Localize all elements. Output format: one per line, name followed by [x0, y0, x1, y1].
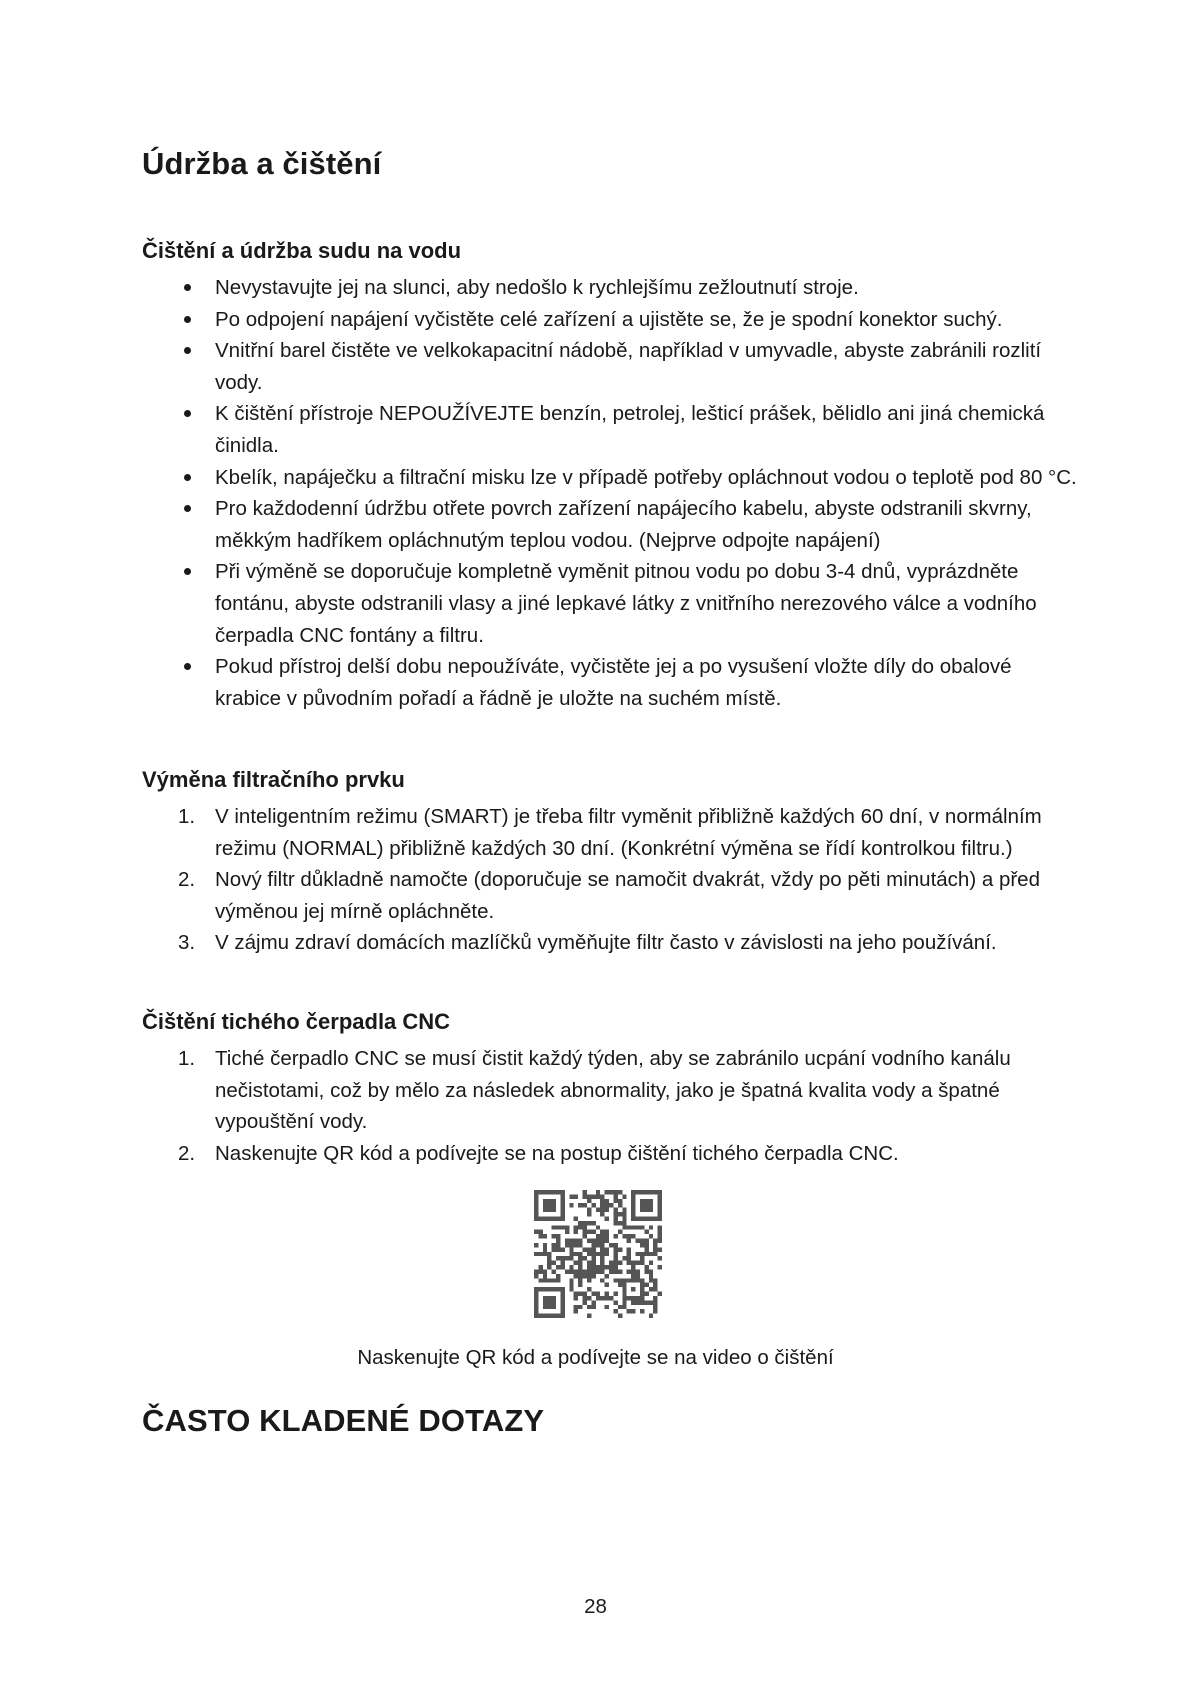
list-item: Při výměně se doporučuje kompletně vyměnit pitnou vodu po dobu 3-4 dnů, vyprázdněte fontánu, abyste odstranili vlasy a jiné lepkavé látky z vnitřního nerezového válce a vodního čerpadla CNC fontány a filtru.	[142, 556, 1082, 651]
section-pump-cleaning	[142, 1007, 1082, 1169]
bullet-list	[142, 272, 1082, 714]
list-item: Nevystavujte jej na slunci, aby nedošlo k rychlejšímu zežloutnutí stroje.	[142, 272, 1082, 304]
bullet-icon	[184, 347, 191, 354]
qr-caption: Naskenujte QR kód a podívejte se na video o čištění	[357, 1346, 834, 1369]
faq-title: ČASTO KLADENÉ DOTAZY	[142, 1403, 545, 1438]
bullet-icon	[184, 663, 191, 670]
list-item: 2. Naskenujte QR kód a podívejte se na postup čištění tichého čerpadla CNC.	[178, 1141, 899, 1165]
numbered-list	[142, 801, 1082, 959]
list-item: 1. Tiché čerpadlo CNC se musí čistit každý týden, aby se zabránilo ucpání vodního kanálu nečistotami, což by mělo za následek abnormality, jako je špatná kvalita vody a špatné vypouštění vody.	[178, 1047, 1011, 1134]
page-title: Údržba a čištění	[142, 146, 382, 181]
list-item: K čištění přístroje NEPOUŽÍVEJTE benzín, petrolej, lešticí prášek, bělidlo ani jiná chemická činidla.	[142, 398, 1082, 461]
qr-code-icon	[534, 1190, 662, 1318]
numbered-list	[142, 1043, 1082, 1169]
list-item: 3. V zájmu zdraví domácích mazlíčků vyměňujte filtr často v závislosti na jeho používání.	[178, 931, 997, 955]
bullet-icon	[184, 568, 191, 575]
bullet-icon	[184, 316, 191, 323]
section-filter-replacement	[142, 765, 1082, 959]
list-item: Kbelík, napáječku a filtrační misku lze v případě potřeby opláchnout vodou o teplotě pod 80 °C.	[142, 462, 1082, 494]
list-item: Po odpojení napájení vyčistěte celé zařízení a ujistěte se, že je spodní konektor suchý.	[142, 304, 1082, 336]
list-item: Pro každodenní údržbu otřete povrch zařízení napájecího kabelu, abyste odstranili skvrny, měkkým hadříkem opláchnutým teplou vodou. (Nejprve odpojte napájení)	[142, 493, 1082, 556]
bullet-icon	[184, 410, 191, 417]
section-heading: Čištění tichého čerpadla CNC	[142, 1009, 451, 1034]
list-item: Pokud přístroj delší dobu nepoužíváte, vyčistěte jej a po vysušení vložte díly do obalové krabice v původním pořadí a řádně je uložte na suchém místě.	[142, 651, 1082, 714]
bullet-icon	[184, 474, 191, 481]
bullet-icon	[184, 284, 191, 291]
list-item: 2. Nový filtr důkladně namočte (doporučuje se namočit dvakrát, vždy po pěti minutách) a před výměnou jej mírně opláchněte.	[178, 868, 1040, 923]
list-item: Vnitřní barel čistěte ve velkokapacitní nádobě, například v umyvadle, abyste zabránili rozlití vody.	[142, 335, 1082, 398]
section-heading: Výměna filtračního prvku	[142, 767, 405, 792]
section-heading: Čištění a údržba sudu na vodu	[142, 238, 462, 263]
page-number: 28	[584, 1595, 607, 1618]
section-cleaning	[142, 236, 1082, 714]
bullet-icon	[184, 505, 191, 512]
qr-code[interactable]	[534, 1190, 662, 1318]
list-item: 1. V inteligentním režimu (SMART) je třeba filtr vyměnit přibližně každých 60 dní, v normálním režimu (NORMAL) přibližně každých 30 dní. (Konkrétní výměna se řídí kontrolkou filtru.)	[178, 805, 1042, 860]
